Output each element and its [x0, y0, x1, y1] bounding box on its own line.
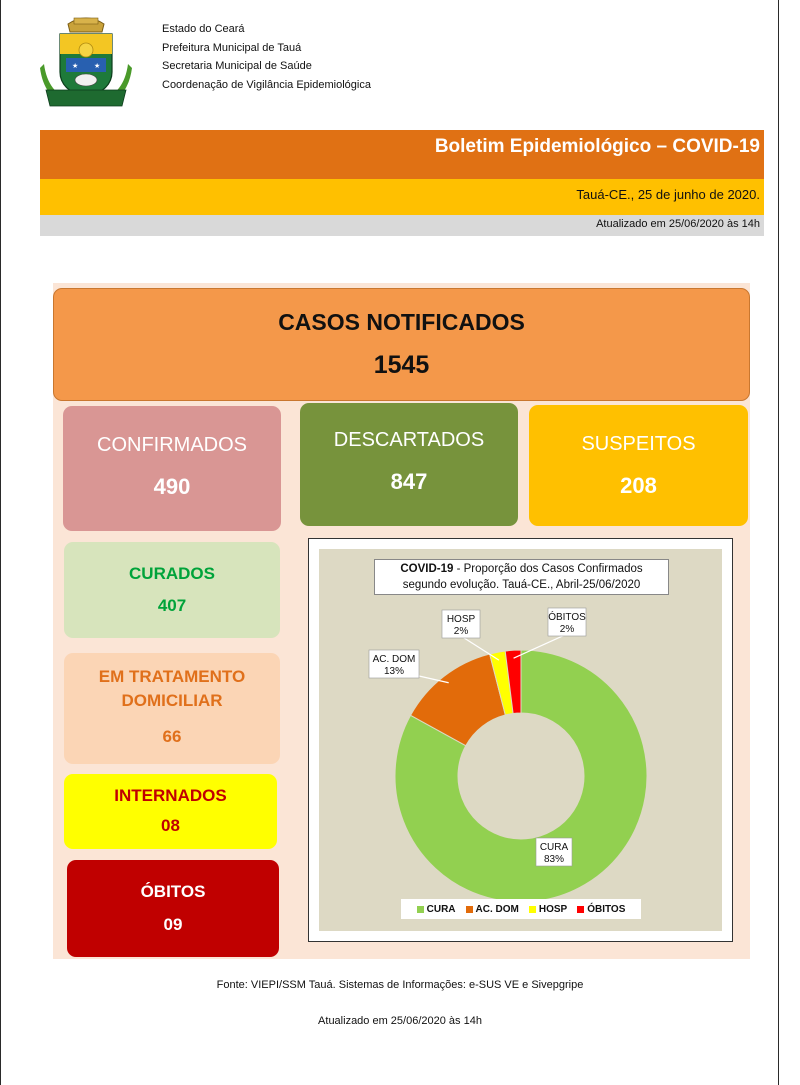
legend-item-cura	[417, 904, 456, 915]
recovered-card	[64, 542, 280, 638]
bulletin-title-bar	[40, 130, 764, 179]
suspected-label: SUSPEITOS	[581, 433, 696, 455]
legend-label-cura: CURA	[426, 903, 456, 915]
deaths-value: 09	[163, 915, 183, 934]
confirmed-label: CONFIRMADOS	[97, 434, 247, 456]
org-line-prefecture: Prefeitura Municipal de Tauá	[162, 41, 302, 54]
chart-plot-area	[319, 549, 722, 931]
suspected-card	[529, 405, 748, 526]
hospitalized-card	[64, 774, 277, 849]
home-treatment-label	[64, 665, 280, 713]
discarded-value: 847	[390, 469, 428, 494]
update-timestamp: Atualizado em 25/06/2020 às 14h	[596, 218, 760, 230]
date-bar	[40, 179, 764, 215]
legend-swatch-ac-dom	[466, 906, 473, 913]
footer-updated: Atualizado em 25/06/2020 às 14h	[318, 1015, 482, 1027]
deaths-label: ÓBITOS	[140, 882, 206, 901]
svg-text:★: ★	[94, 63, 101, 70]
hospitalized-label: INTERNADOS	[114, 786, 227, 805]
donut-chart	[319, 549, 722, 931]
confirmed-card	[63, 406, 281, 531]
data-label-value-hosp: 2%	[453, 626, 469, 637]
page-border-right	[778, 0, 779, 1085]
municipal-coat-of-arms-icon	[38, 10, 134, 112]
recovered-label: CURADOS	[129, 564, 215, 583]
hospitalized-value: 08	[161, 816, 180, 835]
data-label-category-obitos: ÓBITOS	[548, 612, 586, 623]
recovered-value: 407	[157, 596, 187, 615]
notified-cases-label: CASOS NOTIFICADOS	[278, 309, 525, 335]
legend-swatch-obitos	[577, 906, 584, 913]
chart-title	[374, 559, 669, 595]
data-label-category-ac-dom: AC. DOM	[372, 654, 416, 665]
chart-title-bold: COVID-19	[400, 563, 454, 575]
dashboard-panel	[53, 283, 750, 959]
place-date: Tauá-CE., 25 de junho de 2020.	[576, 187, 760, 202]
legend-label-hosp: HOSP	[538, 903, 568, 915]
chart-legend	[401, 899, 641, 919]
update-bar	[40, 215, 764, 236]
chart-title-line2: segundo evolução. Tauá-CE., Abril-25/06/2020	[402, 579, 641, 591]
notified-cases-card	[53, 288, 750, 401]
legend-item-ac-dom	[466, 904, 519, 915]
notified-cases-value: 1545	[373, 351, 430, 379]
data-label-value-ac-dom: 13%	[383, 666, 405, 677]
organization-header	[162, 20, 371, 94]
org-line-state: Estado do Ceará	[162, 23, 245, 35]
legend-swatch-cura	[417, 906, 424, 913]
legend-swatch-hosp	[529, 906, 536, 913]
chart-title-rest: - Proporção dos Casos Confirmados	[453, 563, 643, 575]
org-line-coordination: Coordenação de Vigilância Epidemiológica	[162, 78, 371, 91]
home-treatment-label-line2: DOMICILIAR	[121, 691, 223, 710]
home-treatment-card	[64, 653, 280, 764]
legend-item-hosp	[529, 904, 567, 915]
home-treatment-label-line1: EM TRATAMENTO	[98, 667, 246, 686]
confirmed-value: 490	[153, 474, 191, 499]
discarded-card	[300, 403, 518, 526]
data-label-value-obitos: 2%	[559, 624, 575, 635]
data-label-value-cura: 83%	[543, 854, 565, 865]
bulletin-title: Boletim Epidemiológico – COVID-19	[434, 136, 760, 157]
legend-item-obitos	[577, 904, 625, 915]
data-label-category-cura: CURA	[539, 842, 569, 853]
org-line-secretariat: Secretaria Municipal de Saúde	[162, 60, 312, 72]
page-border-left	[0, 0, 1, 1085]
home-treatment-value: 66	[162, 727, 182, 746]
evolution-chart	[308, 538, 733, 942]
legend-label-ac-dom: AC. DOM	[475, 903, 519, 915]
source-note: Fonte: VIEPI/SSM Tauá. Sistemas de Informações: e-SUS VE e Sivepgripe	[216, 979, 584, 991]
svg-text:★: ★	[72, 63, 79, 70]
suspected-value: 208	[620, 473, 657, 498]
legend-label-obitos: ÓBITOS	[587, 903, 626, 915]
discarded-label: DESCARTADOS	[333, 429, 485, 451]
deaths-card	[67, 860, 279, 957]
data-label-category-hosp: HOSP	[446, 614, 476, 625]
